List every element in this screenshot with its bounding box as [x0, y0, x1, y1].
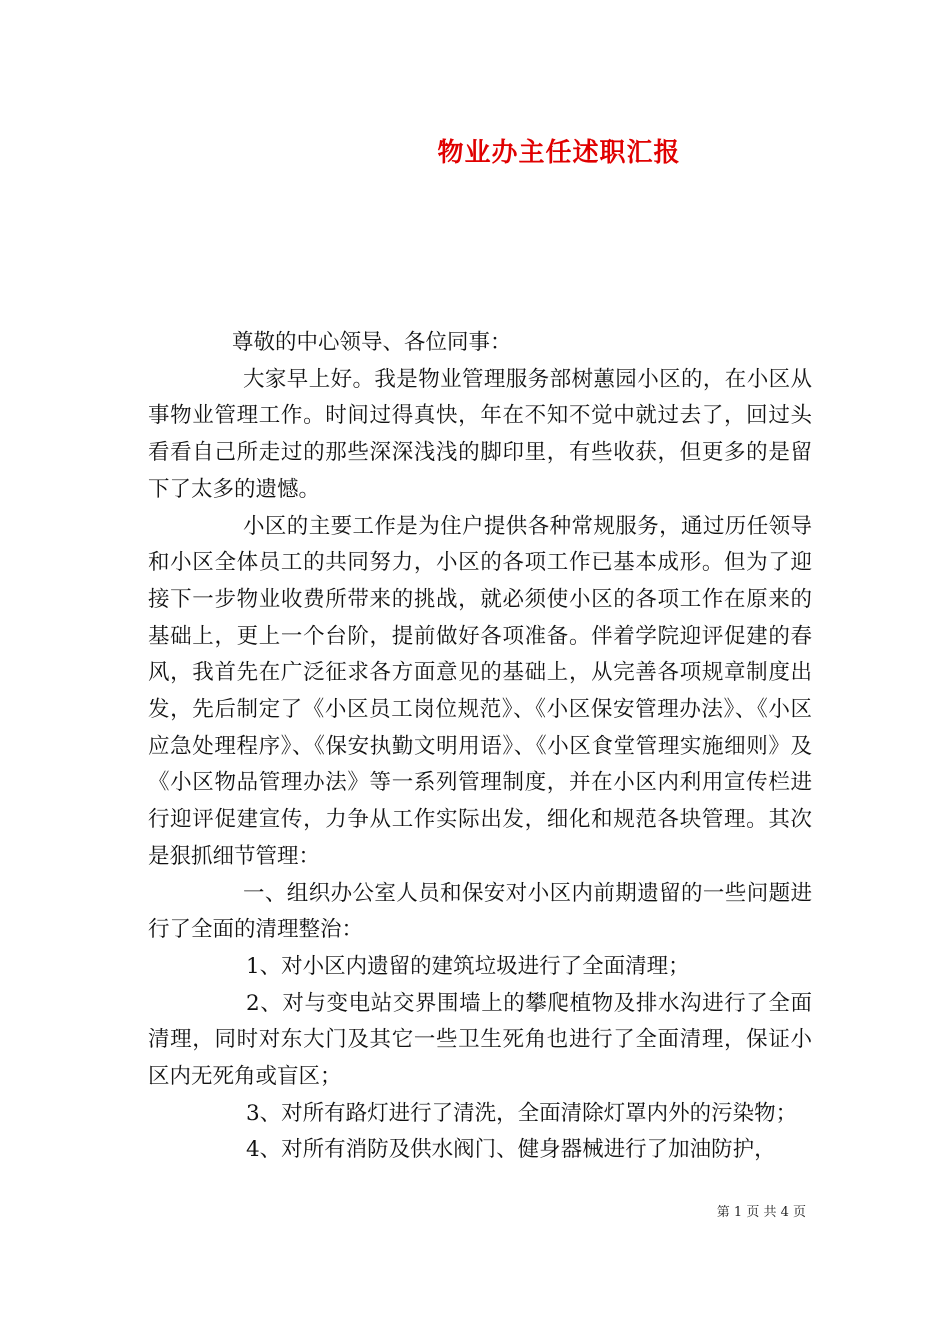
paragraph-main-work: 小区的主要工作是为住户提供各种常规服务，通过历任领导和小区全体员工的共同努力，小区的各项工作已基本成形。但为了迎接下一步物业收费所带来的挑战，就必须使小区的各项工作在原来的基础上，更上一个台阶，提前做好各项准备。伴着学院迎评促建的春风，我首先在广泛征求各方面意见的基础上，从完善各项规章制度出发，先后制定了《小区员工岗位规范》、《小区保安管理办法》、《小区应急处理程序》、《保安执勤文明用语》、《小区食堂管理实施细则》及《小区物品管理办法》等一系列管理制度，并在小区内利用宣传栏进行迎评促建宣传，力争从工作实际出发，细化和规范各块管理。其次是狠抓细节管理：	[148, 513, 812, 869]
list-item-1: 1、对小区内遗留的建筑垃圾进行了全面清理；	[246, 953, 690, 979]
list-item-4: 4、对所有消防及供水阀门、健身器械进行了加油防护，	[246, 1137, 776, 1163]
list-item-3: 3、对所有路灯进行了清洗，全面清除灯罩内外的污染物；	[246, 1100, 798, 1126]
list-item-2: 2、对与变电站交界围墙上的攀爬植物及排水沟进行了全面清理，同时对东大门及其它一些卫生死角也进行了全面清理，保证小区内无死角或盲区；	[148, 990, 812, 1090]
paragraph-intro: 大家早上好。我是物业管理服务部树蕙园小区的，在小区从事物业管理工作。时间过得真快，年在不知不觉中就过去了，回过头看看自己所走过的那些深深浅浅的脚印里，有些收获，但更多的是留下了太多的遗憾。	[148, 366, 812, 502]
document-body	[148, 325, 812, 1169]
page-number: 第 1 页 共 4 页	[716, 1205, 806, 1220]
document-title: 物业办主任述职汇报	[437, 138, 681, 168]
salutation: 尊敬的中心领导、各位同事：	[232, 330, 512, 355]
paragraph-section-one: 一、组织办公室人员和保安对小区内前期遗留的一些问题进行了全面的清理整治：	[148, 880, 812, 943]
